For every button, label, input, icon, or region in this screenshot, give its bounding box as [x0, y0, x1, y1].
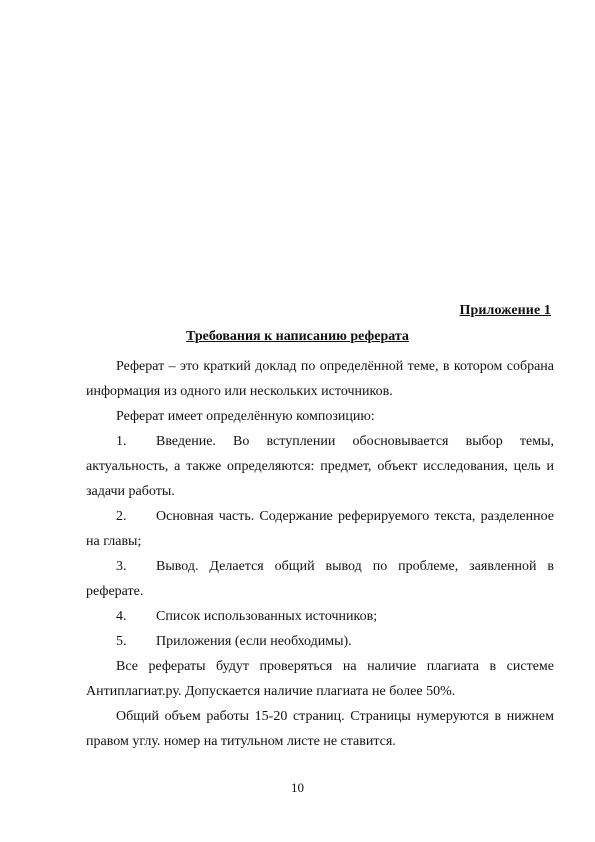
document-title: Требования к написанию реферата: [186, 329, 409, 344]
list-item-number: 2.: [116, 509, 127, 524]
list-item-number: 1.: [116, 434, 127, 449]
list-item-text: Введение. Во вступлении обосновывается выбор темы, актуальность, а также определяются: предмет, объект исследования, цель и задачи работы.: [86, 434, 554, 499]
list-item-number: 4.: [116, 609, 127, 624]
paragraph: Общий объем работы 15-20 страниц. Страницы нумеруются в нижнем правом углу. номер на титульном листе не ставится.: [86, 709, 554, 749]
list-item: [86, 629, 554, 654]
page-number: 10: [291, 780, 304, 795]
list-item-text: Приложения (если необходимы).: [156, 634, 352, 649]
document-body: [86, 354, 554, 754]
list-item-text: Список использованных источников;: [156, 609, 378, 624]
list-item: [86, 504, 554, 554]
paragraph: Все рефераты будут проверяться на наличие плагиата в системе Антиплагиат.ру. Допускается наличие плагиата не более 50%.: [86, 659, 554, 699]
list-item-text: Основная часть. Содержание реферируемого текста, разделенное на главы;: [86, 509, 554, 549]
list-item: [86, 554, 554, 604]
paragraph: Реферат имеет определённую композицию:: [116, 409, 375, 424]
list-item: [86, 429, 554, 504]
appendix-label: Приложение 1: [459, 303, 551, 318]
list-item-number: 5.: [116, 634, 127, 649]
list-item-text: Вывод. Делается общий вывод по проблеме, заявленной в реферате.: [86, 559, 554, 599]
paragraph: Реферат – это краткий доклад по определённой теме, в котором собрана информация из одного или нескольких источников.: [86, 359, 554, 399]
list-item: [86, 604, 554, 629]
list-item-number: 3.: [116, 559, 127, 574]
